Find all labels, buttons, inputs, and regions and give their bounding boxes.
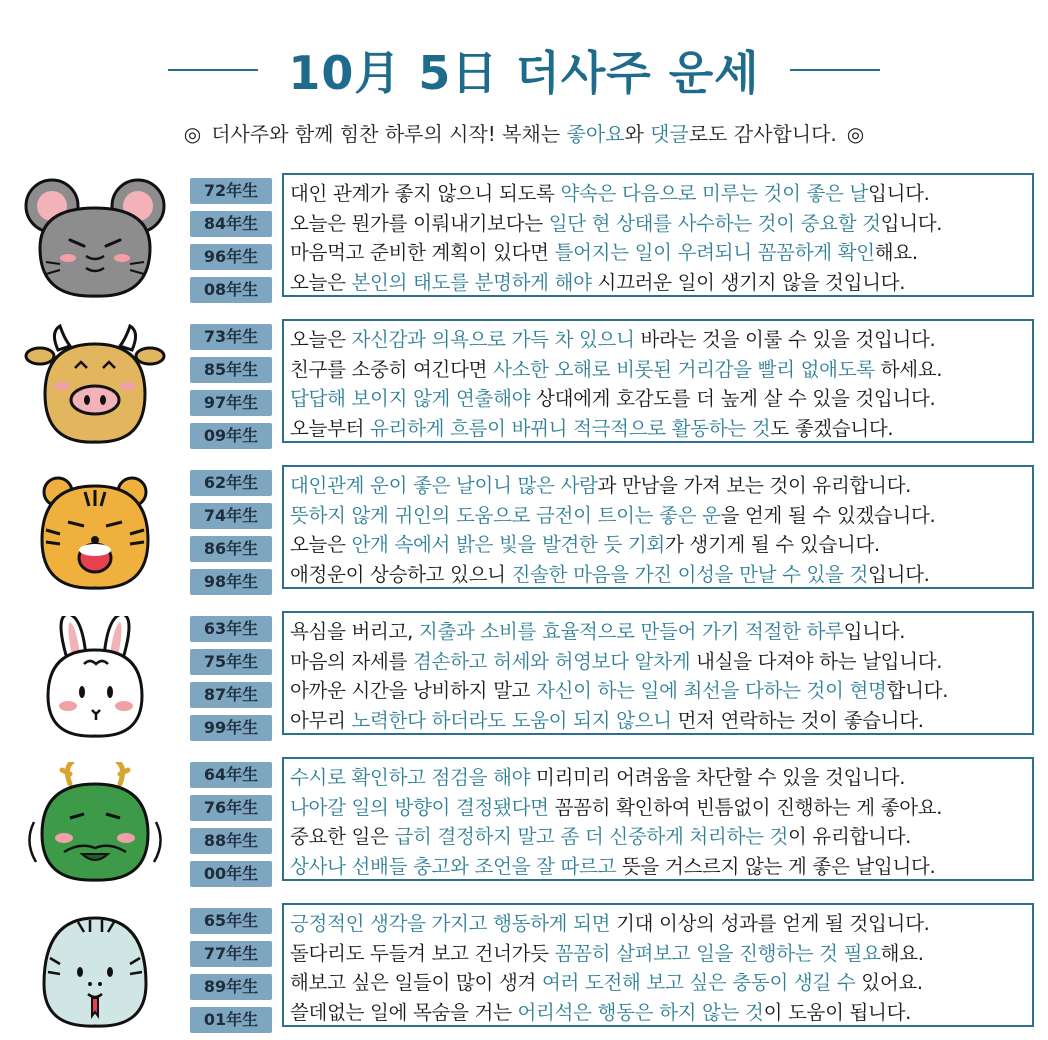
year-badge: 00年生	[190, 861, 272, 887]
fortune-highlight: 유리하게 흐름이 바뀌니 적극적으로 활동하는 것	[370, 416, 771, 440]
fortune-text: 뜻을 거스르지 않는 게 좋은 날입니다.	[616, 854, 936, 878]
year-badge: 76年生	[190, 795, 272, 821]
fortune-box	[282, 611, 1034, 735]
fortune-line	[290, 909, 1026, 939]
fortune-highlight: 꼼꼼히 살펴보고 일을 진행하는 것 필요	[554, 941, 881, 965]
fortune-text: 오늘은 뭔가를 이뤄내기보다는	[290, 211, 549, 235]
fortune-highlight: 자신이 하는 일에 최선을 다하는 것이 현명	[536, 679, 887, 702]
fortune-highlight: 진솔한 마음을 가진 이성을 만날 수 있을 것	[511, 562, 869, 586]
subtitle-mark-right: ◎	[846, 122, 865, 146]
fortune-highlight: 급히 결정하지 말고 좀 더 신중하게 처리하는 것	[394, 825, 788, 848]
fortune-text: 오늘은	[290, 328, 352, 351]
birth-years	[190, 324, 274, 456]
birth-years	[190, 908, 274, 1040]
fortune-line	[290, 617, 1026, 647]
fortune-text: 먼저 연락하는 것이 좋습니다.	[671, 708, 924, 732]
fortune-text: 오늘부터	[290, 416, 371, 440]
year-badge: 72年生	[190, 178, 272, 204]
fortune-text: 대인 관계가 좋지 않으니 되도록	[290, 182, 561, 205]
fortune-highlight: 수시로 확인하고 점검을 해야	[290, 766, 531, 789]
dragon-icon	[20, 762, 170, 884]
year-badge: 99年生	[190, 715, 272, 741]
fortune-text: 해요.	[880, 941, 924, 965]
fortune-highlight: 틀어지는 일이 우려되니 꼼꼼하게 확인	[554, 241, 875, 264]
zodiac-group-dragon	[0, 762, 1048, 884]
year-badge: 08年生	[190, 277, 272, 303]
year-badge: 73年生	[190, 324, 272, 350]
fortune-text: 해요.	[874, 241, 918, 264]
subtitle-text-2: 와	[624, 122, 651, 146]
fortune-text: 친구를 소중히 여긴다면	[290, 357, 494, 381]
year-badge: 65年生	[190, 908, 272, 934]
fortune-highlight: 나아갈 일의 방향이 결정됐다면	[290, 795, 549, 819]
fortune-highlight: 안개 속에서 밝은 빛을 발견한 듯 기회	[351, 533, 665, 556]
fortune-text: 꼼꼼히 확인하여 빈틈없이 진행하는 게 좋아요.	[548, 795, 943, 819]
year-badge: 74年生	[190, 503, 272, 529]
fortune-text: 입니다.	[880, 211, 943, 235]
fortune-text: 아무리	[290, 708, 352, 732]
ox-icon	[20, 324, 170, 446]
fortune-line	[290, 793, 1026, 823]
title-line-right	[790, 69, 880, 71]
fortune-line	[290, 676, 1026, 706]
year-badge: 89年生	[190, 974, 272, 1000]
fortune-line	[290, 238, 1026, 268]
year-badge: 84年生	[190, 211, 272, 237]
fortune-line	[290, 560, 1026, 590]
birth-years	[190, 178, 274, 310]
subtitle-mark-left: ◎	[183, 122, 202, 146]
fortune-line	[290, 647, 1026, 677]
fortune-text: 상대에게 호감도를 더 높게 살 수 있을 것입니다.	[530, 387, 936, 410]
fortune-text: 오늘은	[290, 533, 352, 556]
birth-years	[190, 762, 274, 894]
page-title: 10月 5日 더사주 운세	[288, 46, 760, 100]
fortune-text: 이 도움이 됩니다.	[763, 1000, 912, 1024]
fortune-line	[290, 179, 1026, 209]
fortune-text: 바라는 것을 이룰 수 있을 것입니다.	[634, 328, 936, 351]
fortune-highlight: 약속은 다음으로 미루는 것이 좋은 날	[560, 182, 869, 205]
fortune-highlight: 사소한 오해로 비롯된 거리감을 빨리 없애도록	[493, 357, 875, 381]
fortune-text: 오늘은	[290, 270, 352, 294]
fortune-text: 쓸데없는 일에 목숨을 거는	[290, 1000, 518, 1024]
rat-icon	[20, 178, 170, 300]
tiger-icon	[20, 470, 170, 592]
zodiac-group-tiger	[0, 470, 1048, 592]
fortune-text: 기대 이상의 성과를 얻게 될 것입니다.	[610, 912, 930, 935]
fortune-text: 입니다.	[843, 620, 906, 643]
year-badge: 64年生	[190, 762, 272, 788]
fortune-highlight: 대인관계 운이 좋은 날이니 많은 사람	[290, 474, 598, 497]
fortune-highlight: 노력한다 하더라도 도움이 되지 않으니	[351, 708, 672, 732]
zodiac-group-ox	[0, 324, 1048, 446]
fortune-line	[290, 501, 1026, 531]
fortune-text: 입니다.	[868, 182, 930, 205]
fortune-text: 아까운 시간을 낭비하지 말고	[290, 679, 537, 702]
fortune-text: 시끄러운 일이 생기지 않을 것입니다.	[591, 270, 906, 294]
birth-years	[190, 470, 274, 602]
subtitle-text-1: 더사주와 함께 힘찬 하루의 시작! 복채는	[211, 122, 567, 146]
year-badge: 88年生	[190, 828, 272, 854]
fortune-box	[282, 319, 1034, 443]
fortune-text: 입니다.	[868, 562, 930, 586]
subtitle-text-3: 로도 감사합니다.	[688, 122, 837, 146]
year-badge: 75年生	[190, 649, 272, 675]
title-bar	[0, 30, 1048, 110]
fortune-highlight: 어리석은 행동은 하지 않는 것	[517, 1000, 764, 1024]
fortune-box	[282, 465, 1034, 589]
fortune-text: 마음먹고 준비한 계획이 있다면	[290, 241, 555, 264]
fortune-text: 이 유리합니다.	[787, 825, 912, 848]
fortune-text: 내실을 다져야 하는 날입니다.	[690, 649, 943, 673]
fortune-text: 있어요.	[855, 971, 923, 994]
fortune-line	[290, 384, 1026, 414]
year-badge: 85年生	[190, 357, 272, 383]
year-badge: 86年生	[190, 536, 272, 562]
fortune-text: 도 좋겠습니다.	[770, 416, 894, 440]
subtitle	[0, 118, 1048, 147]
year-badge: 77年生	[190, 941, 272, 967]
fortune-text: 욕심을 버리고,	[290, 620, 419, 643]
fortune-line	[290, 763, 1026, 793]
fortune-text: 해보고 싶은 일들이 많이 생겨	[290, 971, 542, 994]
fortune-text: 중요한 일은	[290, 825, 395, 848]
year-badge: 97年生	[190, 390, 272, 416]
birth-years	[190, 616, 274, 748]
zodiac-group-snake	[0, 908, 1048, 1030]
fortune-highlight: 뜻하지 않게 귀인의 도움으로 금전이 트이는 좋은 운	[290, 503, 721, 527]
year-badge: 62年生	[190, 470, 272, 496]
fortune-highlight: 겸손하고 허세와 허영보다 알차게	[413, 649, 691, 673]
fortune-highlight: 상사나 선배들 충고와 조언을 잘 따르고	[290, 854, 617, 878]
fortune-line	[290, 998, 1026, 1028]
fortune-line	[290, 968, 1026, 998]
fortune-text: 과 만남을 가져 보는 것이 유리합니다.	[597, 474, 912, 497]
zodiac-group-rat	[0, 178, 1048, 300]
fortune-line	[290, 209, 1026, 239]
fortune-highlight: 본인의 태도를 분명하게 해야	[351, 270, 592, 294]
year-badge: 63年生	[190, 616, 272, 642]
fortune-highlight: 답답해 보이지 않게 연출해야	[290, 387, 531, 410]
fortune-line	[290, 414, 1026, 444]
subtitle-comment: 댓글	[650, 122, 689, 146]
fortune-highlight: 긍정적인 생각을 가지고 행동하게 되면	[290, 912, 611, 935]
fortune-text: 하세요.	[874, 357, 943, 381]
year-badge: 01年生	[190, 1007, 272, 1033]
fortune-line	[290, 706, 1026, 736]
zodiac-group-rabbit	[0, 616, 1048, 738]
fortune-text: 애정운이 상승하고 있으니	[290, 562, 512, 586]
year-badge: 96年生	[190, 244, 272, 270]
fortune-highlight: 일단 현 상태를 사수하는 것이 중요할 것	[548, 211, 881, 235]
year-badge: 98年生	[190, 569, 272, 595]
fortune-line	[290, 471, 1026, 501]
fortune-line	[290, 530, 1026, 560]
fortune-line	[290, 852, 1026, 882]
fortune-highlight: 자신감과 의욕으로 가득 차 있으니	[351, 328, 635, 351]
fortune-box	[282, 173, 1034, 297]
fortune-box	[282, 757, 1034, 881]
fortune-text: 가 생기게 될 수 있습니다.	[664, 533, 880, 556]
year-badge: 09年生	[190, 423, 272, 449]
fortune-box	[282, 903, 1034, 1027]
fortune-line	[290, 325, 1026, 355]
fortune-text: 마음의 자세를	[290, 649, 414, 673]
fortune-line	[290, 939, 1026, 969]
fortune-line	[290, 268, 1026, 298]
rabbit-icon	[20, 616, 170, 738]
fortune-highlight: 지출과 소비를 효율적으로 만들어 가기 적절한 하루	[418, 620, 844, 643]
fortune-text: 합니다.	[886, 679, 949, 702]
fortune-text: 미리미리 어려움을 차단할 수 있을 것입니다.	[530, 766, 906, 789]
snake-icon	[20, 908, 170, 1030]
fortune-line	[290, 355, 1026, 385]
fortune-text: 돌다리도 두들겨 보고 건너가듯	[290, 941, 555, 965]
year-badge: 87年生	[190, 682, 272, 708]
fortune-text: 을 얻게 될 수 있겠습니다.	[720, 503, 936, 527]
subtitle-like: 좋아요	[566, 122, 625, 146]
title-line-left	[168, 69, 258, 71]
fortune-line	[290, 822, 1026, 852]
fortune-highlight: 여러 도전해 보고 싶은 충동이 생길 수	[541, 971, 856, 994]
